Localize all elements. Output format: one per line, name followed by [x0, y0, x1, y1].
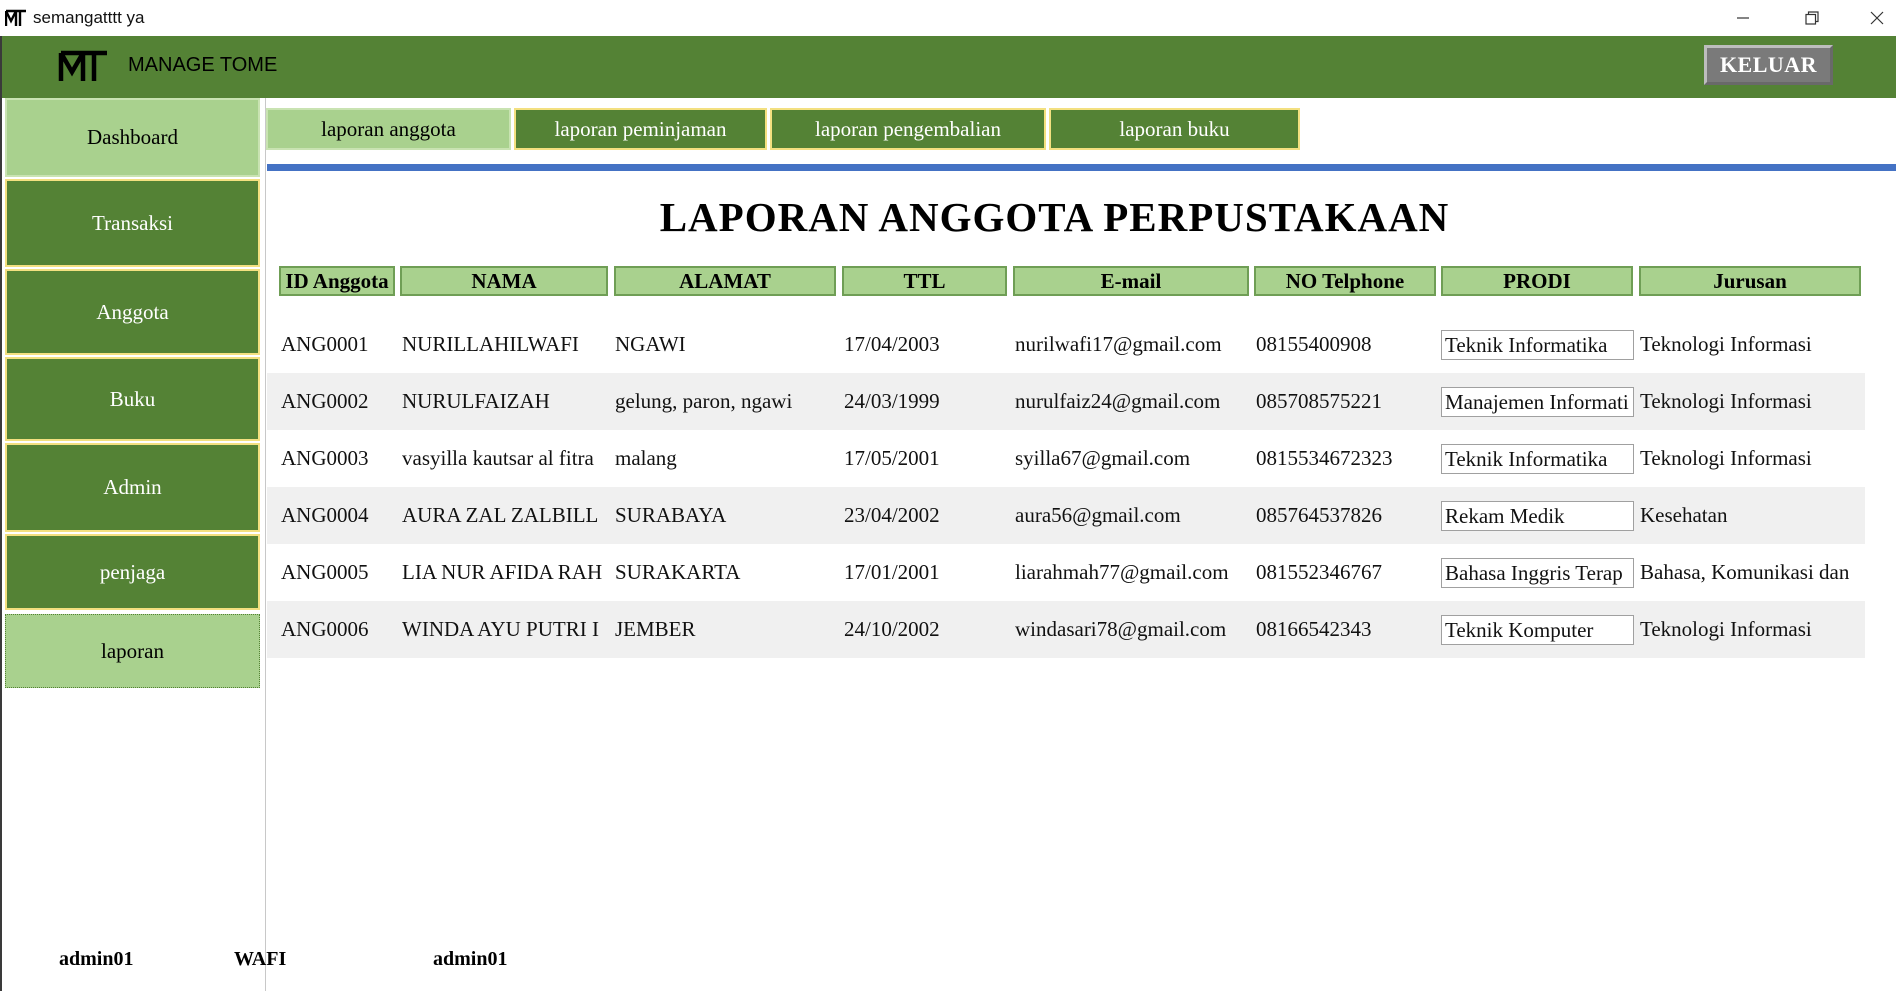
- logout-button[interactable]: KELUAR: [1704, 45, 1833, 85]
- window-title: semangatttt ya: [33, 8, 145, 27]
- close-button[interactable]: [1858, 0, 1896, 36]
- tab-laporan-anggota[interactable]: laporan anggota: [266, 108, 511, 150]
- cell-ttl: 17/01/2001: [844, 560, 940, 584]
- cell-telp: 08155400908: [1256, 332, 1372, 356]
- cell-alamat: gelung, paron, ngawi: [615, 389, 793, 413]
- restore-button[interactable]: [1787, 0, 1837, 36]
- sidebar-item-transaksi[interactable]: Transaksi: [5, 179, 260, 267]
- report-title: LAPORAN ANGGOTA PERPUSTAKAAN: [659, 194, 1450, 240]
- footer-user-id: admin01: [59, 948, 134, 970]
- cell-email: syilla67@gmail.com: [1015, 446, 1191, 470]
- sidebar-item-penjaga[interactable]: penjaga: [5, 534, 260, 610]
- cell-telp: 08166542343: [1256, 617, 1372, 641]
- column-header-email[interactable]: E-mail: [1013, 266, 1249, 296]
- cell-ttl: 23/04/2002: [844, 503, 940, 527]
- column-header-nama[interactable]: NAMA: [400, 266, 608, 296]
- sidebar-item-admin[interactable]: Admin: [5, 443, 260, 532]
- cell-jurusan: Teknologi Informasi: [1640, 389, 1812, 413]
- app-header: [0, 36, 1896, 98]
- tab-laporan-pengembalian[interactable]: laporan pengembalian: [770, 108, 1046, 150]
- cell-prodi[interactable]: Bahasa Inggris Terap: [1441, 558, 1634, 588]
- cell-email: liarahmah77@gmail.com: [1015, 560, 1229, 584]
- cell-id: ANG0006: [281, 617, 369, 641]
- sidebar-item-laporan[interactable]: laporan: [5, 614, 260, 688]
- cell-id: ANG0004: [281, 503, 369, 527]
- column-header-prodi[interactable]: PRODI: [1441, 266, 1633, 296]
- column-header-ttl[interactable]: TTL: [842, 266, 1007, 296]
- cell-nama: WINDA AYU PUTRI I: [402, 617, 599, 641]
- column-header-telp[interactable]: NO Telphone: [1254, 266, 1436, 296]
- cell-email: nurulfaiz24@gmail.com: [1015, 389, 1221, 413]
- cell-alamat: JEMBER: [615, 617, 696, 641]
- minimize-button[interactable]: [1718, 0, 1768, 36]
- cell-nama: vasyilla kautsar al fitra: [402, 446, 594, 470]
- cell-alamat: SURABAYA: [615, 503, 727, 527]
- cell-jurusan: Teknologi Informasi: [1640, 617, 1812, 641]
- restore-icon: [1804, 10, 1820, 26]
- sidebar-item-buku[interactable]: Buku: [5, 357, 260, 441]
- column-header-alamat[interactable]: ALAMAT: [614, 266, 836, 296]
- cell-prodi[interactable]: Teknik Informatika: [1441, 444, 1634, 474]
- sidebar-item-dashboard[interactable]: Dashboard: [5, 98, 260, 177]
- table-row[interactable]: [267, 544, 1865, 601]
- table-row[interactable]: [267, 430, 1865, 487]
- cell-jurusan: Bahasa, Komunikasi dan: [1640, 560, 1850, 584]
- cell-prodi[interactable]: Manajemen Informati: [1441, 387, 1634, 417]
- cell-alamat: SURAKARTA: [615, 560, 741, 584]
- table-row[interactable]: [267, 316, 1865, 373]
- table-row[interactable]: [267, 601, 1865, 658]
- cell-email: nurilwafi17@gmail.com: [1015, 332, 1222, 356]
- brand-logo-icon: [58, 48, 110, 84]
- cell-email: windasari78@gmail.com: [1015, 617, 1227, 641]
- cell-telp: 081552346767: [1256, 560, 1382, 584]
- cell-ttl: 24/10/2002: [844, 617, 940, 641]
- cell-id: ANG0003: [281, 446, 369, 470]
- cell-telp: 0815534672323: [1256, 446, 1393, 470]
- cell-id: ANG0001: [281, 332, 369, 356]
- table-row[interactable]: [267, 487, 1865, 544]
- cell-nama: LIA NUR AFIDA RAH: [402, 560, 603, 584]
- column-header-id[interactable]: ID Anggota: [279, 266, 395, 296]
- cell-ttl: 17/05/2001: [844, 446, 940, 470]
- footer-user-role: admin01: [433, 948, 508, 970]
- tab-laporan-buku[interactable]: laporan buku: [1049, 108, 1300, 150]
- cell-alamat: NGAWI: [615, 332, 686, 356]
- sidebar: [0, 98, 266, 991]
- cell-ttl: 24/03/1999: [844, 389, 940, 413]
- window-title-bar: [0, 0, 1896, 36]
- cell-id: ANG0002: [281, 389, 369, 413]
- cell-ttl: 17/04/2003: [844, 332, 940, 356]
- brand-name: MANAGE TOME: [128, 54, 278, 76]
- close-icon: [1869, 10, 1885, 26]
- app-logo-icon: [5, 9, 27, 27]
- column-header-jurusan[interactable]: Jurusan: [1639, 266, 1861, 296]
- cell-jurusan: Teknologi Informasi: [1640, 446, 1812, 470]
- minimize-icon: [1735, 10, 1751, 26]
- table-row[interactable]: [267, 373, 1865, 430]
- cell-nama: AURA ZAL ZALBILL: [402, 503, 599, 527]
- cell-nama: NURULFAIZAH: [402, 389, 550, 413]
- cell-jurusan: Kesehatan: [1640, 503, 1728, 527]
- sidebar-item-anggota[interactable]: Anggota: [5, 269, 260, 355]
- cell-jurusan: Teknologi Informasi: [1640, 332, 1812, 356]
- cell-prodi[interactable]: Rekam Medik: [1441, 501, 1634, 531]
- cell-alamat: malang: [615, 446, 677, 470]
- cell-prodi[interactable]: Teknik Komputer: [1441, 615, 1634, 645]
- tab-divider: [267, 164, 1896, 171]
- cell-telp: 085708575221: [1256, 389, 1382, 413]
- cell-telp: 085764537826: [1256, 503, 1382, 527]
- footer-user-name: WAFI: [234, 948, 287, 970]
- cell-nama: NURILLAHILWAFI: [402, 332, 579, 356]
- cell-prodi[interactable]: Teknik Informatika: [1441, 330, 1634, 360]
- cell-email: aura56@gmail.com: [1015, 503, 1181, 527]
- tab-laporan-peminjaman[interactable]: laporan peminjaman: [514, 108, 767, 150]
- cell-id: ANG0005: [281, 560, 369, 584]
